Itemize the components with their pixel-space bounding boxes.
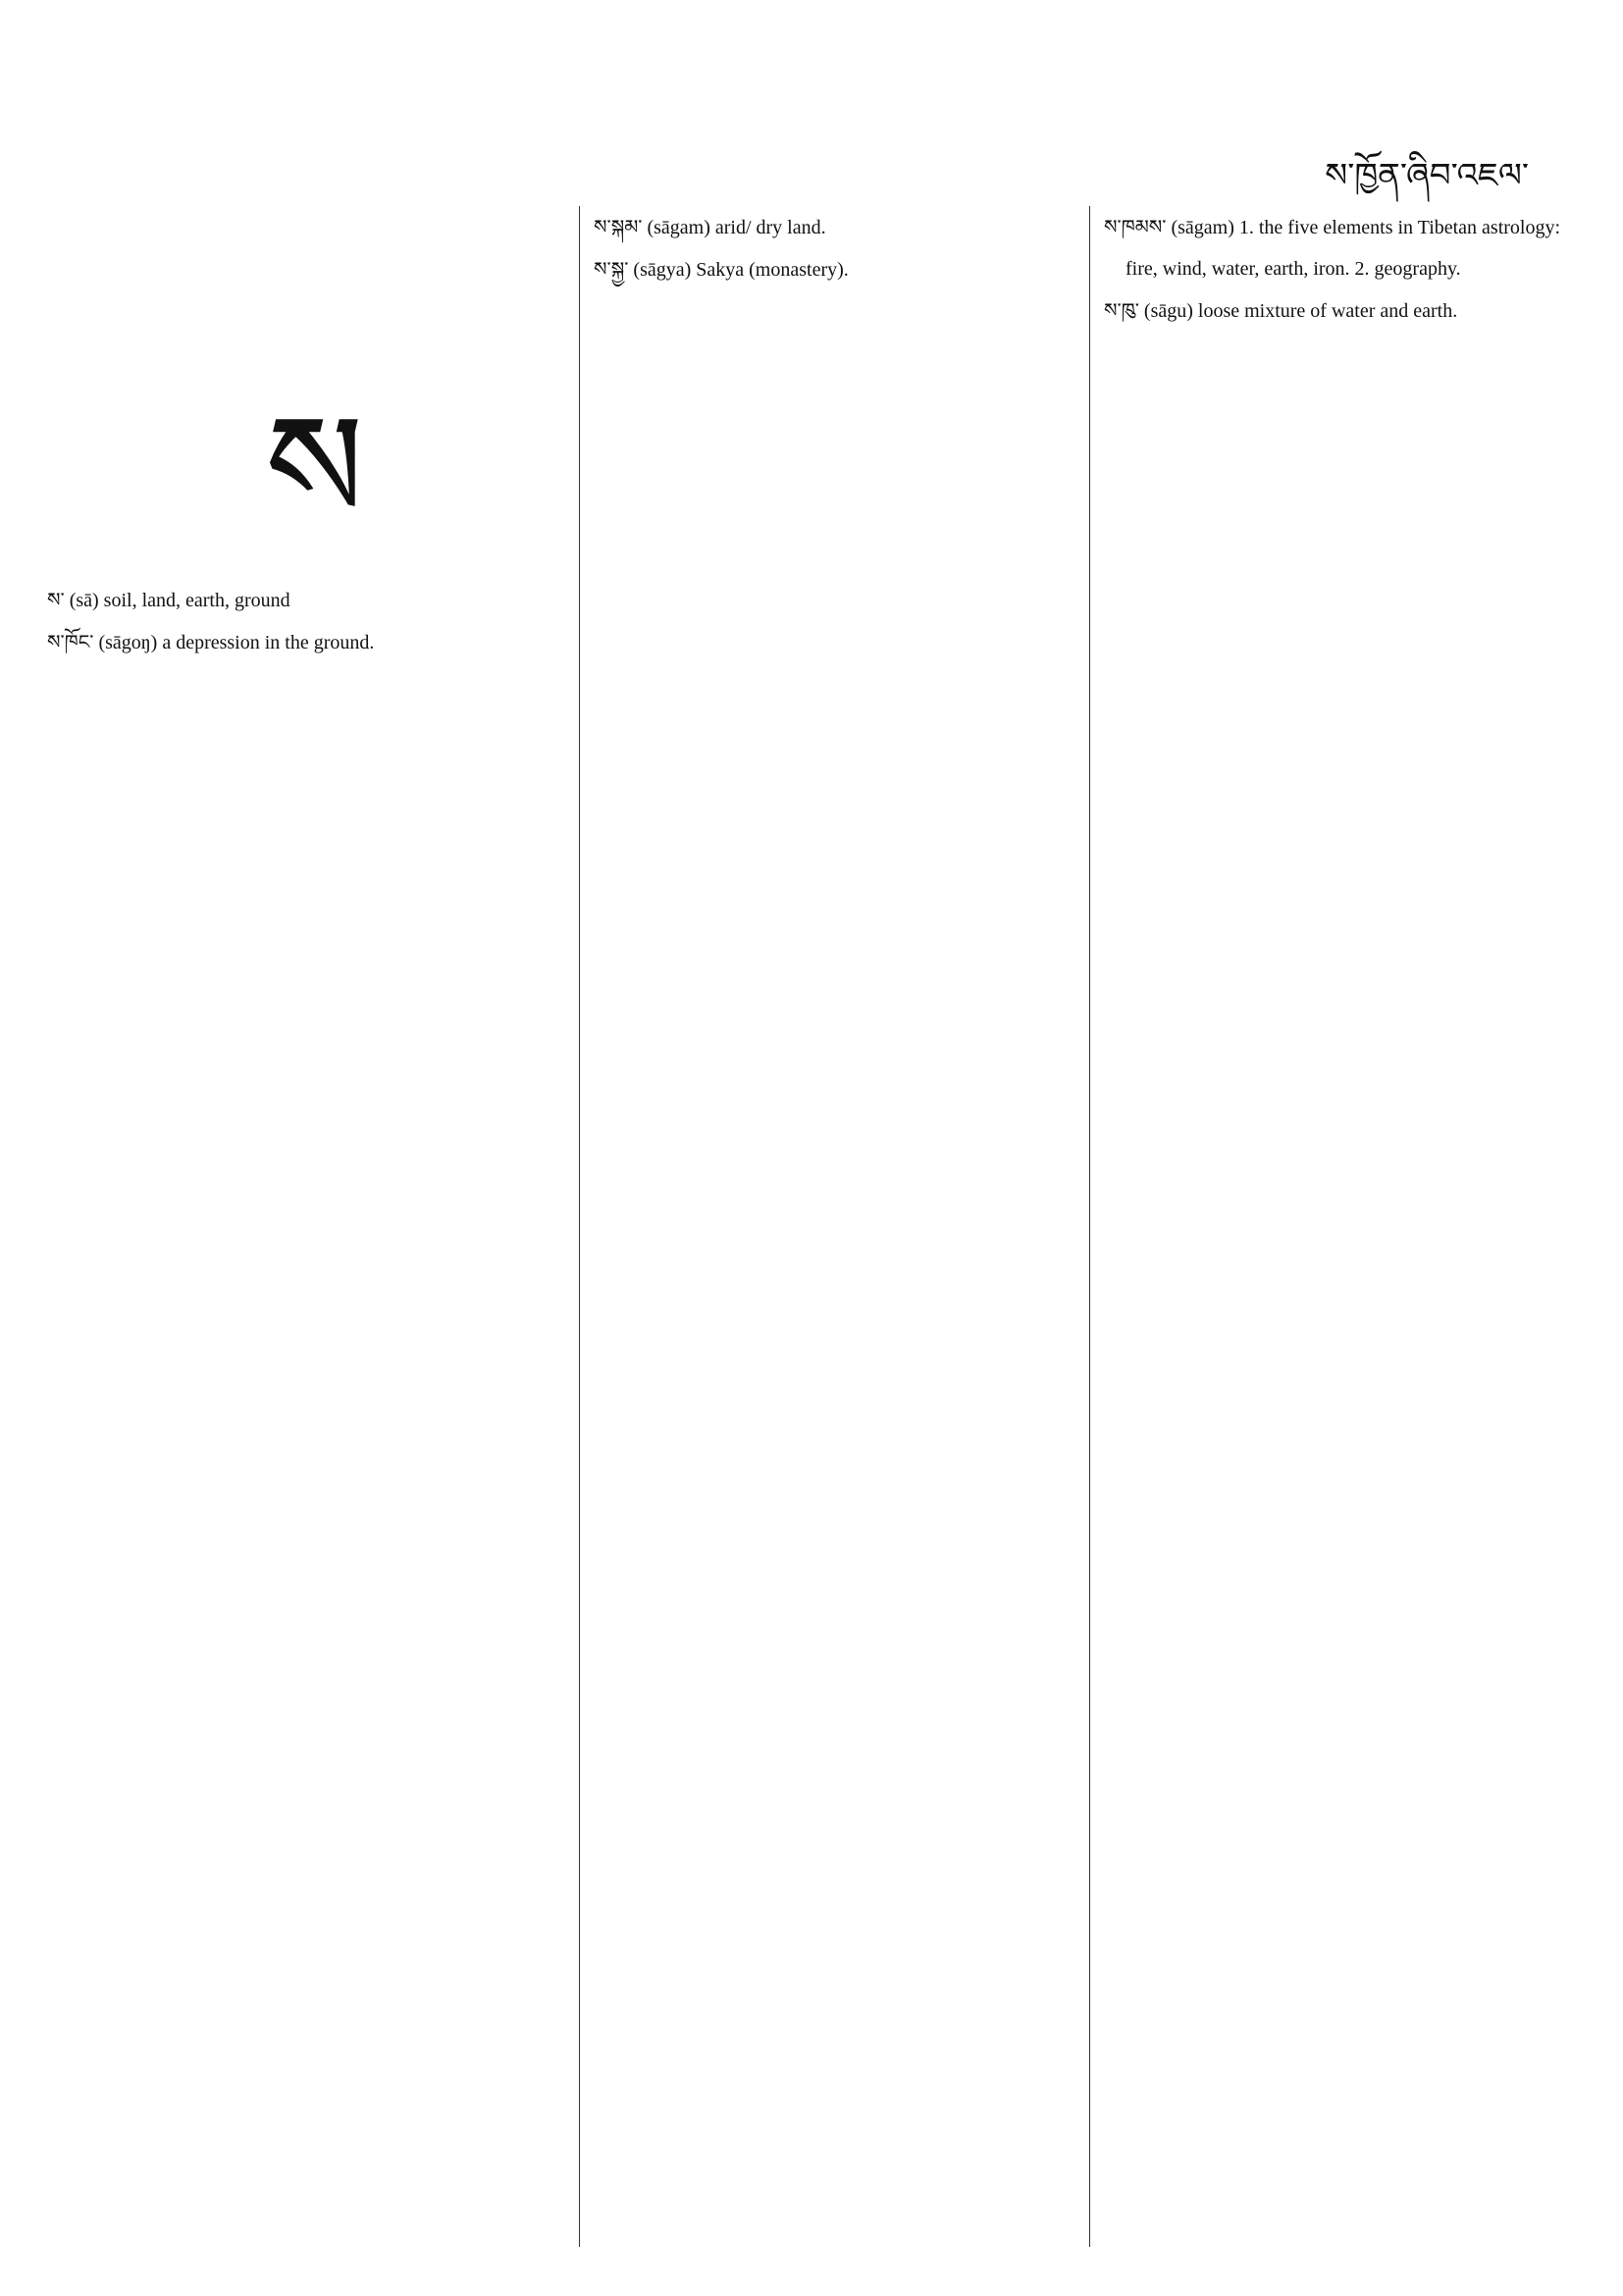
entry-headword: ས་སྐྱ་: [594, 257, 629, 281]
letter-section-head: ས: [265, 384, 365, 554]
dictionary-entry: [1104, 289, 1595, 332]
dictionary-entry: [47, 579, 538, 621]
dictionary-entry: [594, 248, 1084, 290]
dictionary-column-2: [579, 206, 1084, 2247]
entry-gloss: (sāgu) loose mixture of water and earth.: [1143, 300, 1458, 322]
dictionary-column-1: [47, 579, 538, 663]
entry-headword: ས་ཁུ་: [1104, 298, 1139, 322]
dictionary-entry: [47, 621, 538, 663]
entry-headword: ས་ཁོང་: [47, 630, 94, 653]
dictionary-column-3: [1089, 206, 1595, 2247]
entry-headword: ས་སྐམ་: [594, 215, 643, 238]
entry-gloss: (sā) soil, land, earth, ground: [69, 590, 290, 611]
dictionary-entry: [1104, 206, 1595, 289]
entry-gloss: (sāgya) Sakya (monastery).: [633, 259, 849, 281]
running-head: ས་ཁྱོན་ཞིབ་འཇལ་: [1325, 156, 1529, 195]
entry-gloss: (sāgam) arid/ dry land.: [647, 217, 826, 238]
entry-gloss: (sāgam) 1. the five elements in Tibetan astrology: fire, wind, water, earth, iron. 2. geography.: [1126, 217, 1561, 280]
entry-headword: ས་ཁམས་: [1104, 215, 1167, 238]
entry-headword: ས་: [47, 588, 65, 611]
dictionary-entry: [594, 206, 1084, 248]
entry-gloss: (sāgoŋ) a depression in the ground.: [98, 632, 375, 653]
